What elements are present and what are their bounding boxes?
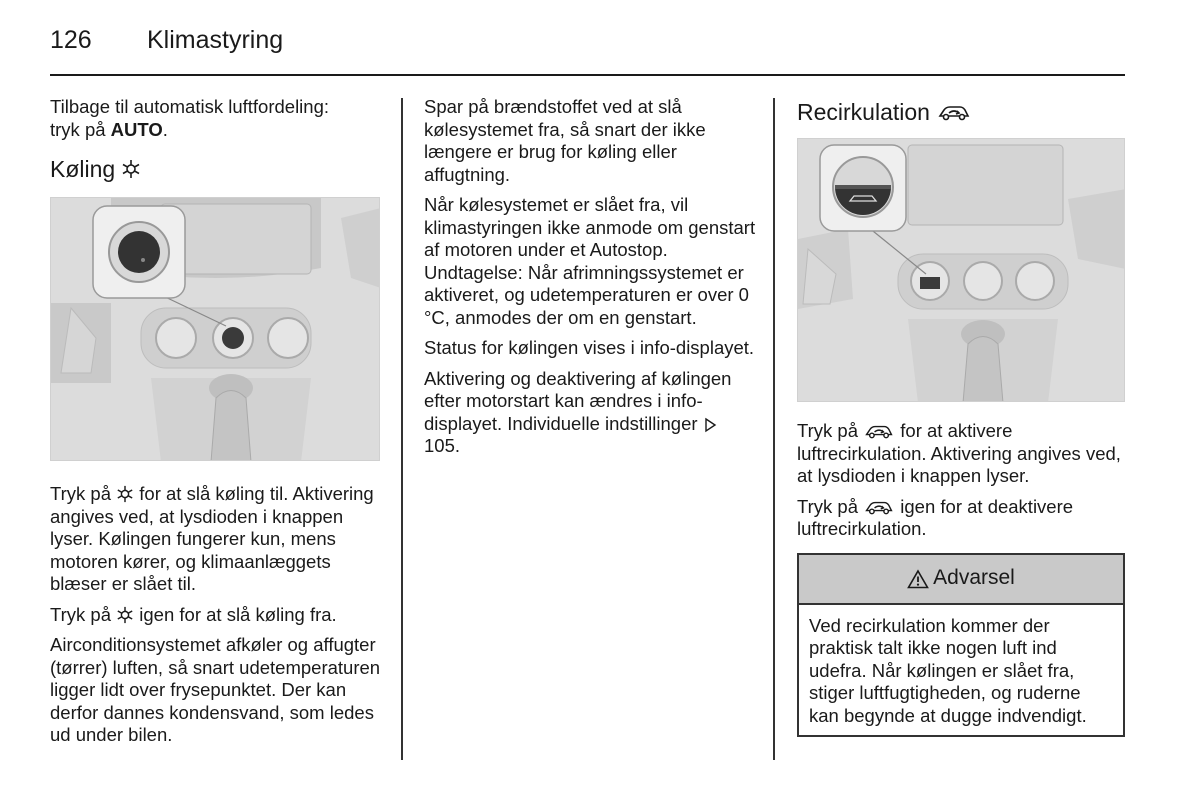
cooling-paragraph-1: Tryk på for at slå køling til. Aktivering angives ved, at lysdioden i knappen lyser. Kølingen fungerer kun, mens motoren kører, og klimaanlæggets blæser er slået til. xyxy=(50,483,374,594)
column-2 xyxy=(424,96,756,466)
warning-text: Ved recirkulation kommer der praktisk talt ikke nogen luft ind udefra. Når kølingen er slået fra, stiger luftfugtigheden, og ruderne kan begynde at dugge indvendigt. xyxy=(809,614,1087,726)
snowflake-icon xyxy=(116,606,134,624)
fuel-saving-paragraph: Spar på brændstoffet ved at slå kølesystemet fra, så snart der ikke længere er brug for køling eller affugtning. xyxy=(424,96,706,185)
warning-box xyxy=(797,553,1125,738)
cooling-paragraph-2: Tryk på igen for at slå køling fra. xyxy=(50,603,337,625)
cooling-button-illustration xyxy=(50,197,380,461)
section-heading-recirculation: Recirkulation xyxy=(797,98,1125,126)
page-number: 126 xyxy=(50,26,92,54)
column-3 xyxy=(797,96,1125,737)
recirculation-paragraph-2: Tryk på igen for at deaktivere luftrecirkulation. xyxy=(797,495,1074,539)
page-reference-icon xyxy=(703,417,717,433)
recirculation-icon xyxy=(863,498,895,516)
snowflake-icon xyxy=(116,485,134,503)
snowflake-icon xyxy=(121,159,141,179)
header-divider xyxy=(50,74,1125,76)
warning-title: Advarsel xyxy=(933,566,1015,590)
warning-triangle-icon xyxy=(907,569,929,589)
page-reference[interactable]: 105. xyxy=(424,435,461,456)
recirculation-paragraph-1: Tryk på for at aktivere luftrecirkulation. Aktivering angives ved, at lysdioden i knappen lyser. xyxy=(797,420,1121,486)
status-paragraph: Status for kølingen vises i info-displayet. xyxy=(424,337,755,358)
column-divider-2 xyxy=(773,98,775,760)
chapter-title: Klimastyring xyxy=(147,26,284,54)
column-1 xyxy=(50,96,382,755)
dashboard-illustration xyxy=(798,139,1125,402)
auto-label: AUTO xyxy=(110,118,163,140)
autostop-paragraph: Når kølesystemet er slået fra, vil klimastyringen ikke anmode om genstart af motoren under et Autostop. Undtagelse: Når afrimningssystemet er aktiveret, og udetemperaturen er over 0 °C, anmodes der om en genstart. xyxy=(424,194,756,328)
column-divider-1 xyxy=(401,98,403,760)
recirculation-button-illustration xyxy=(797,138,1125,402)
settings-paragraph: Aktivering og deaktivering af kølingen efter motorstart kan ændres i info-displayet. Individuelle indstillinger 105. xyxy=(424,367,732,456)
page-header xyxy=(50,24,1125,64)
intro-paragraph: Tilbage til automatisk luftfordeling: tryk på AUTO. xyxy=(50,96,330,140)
warning-header xyxy=(799,555,1123,605)
cooling-paragraph-3: Airconditionsystemet afkøler og affugter (tørrer) luften, så snart udetemperaturen ligger lidt over frysepunktet. Der kan derfor dannes kondensvand, som ledes ud under bilen. xyxy=(50,634,381,745)
dashboard-illustration xyxy=(51,198,380,461)
recirculation-icon xyxy=(863,422,895,440)
recirculation-icon xyxy=(936,102,972,122)
section-heading-cooling: Køling xyxy=(50,155,382,183)
